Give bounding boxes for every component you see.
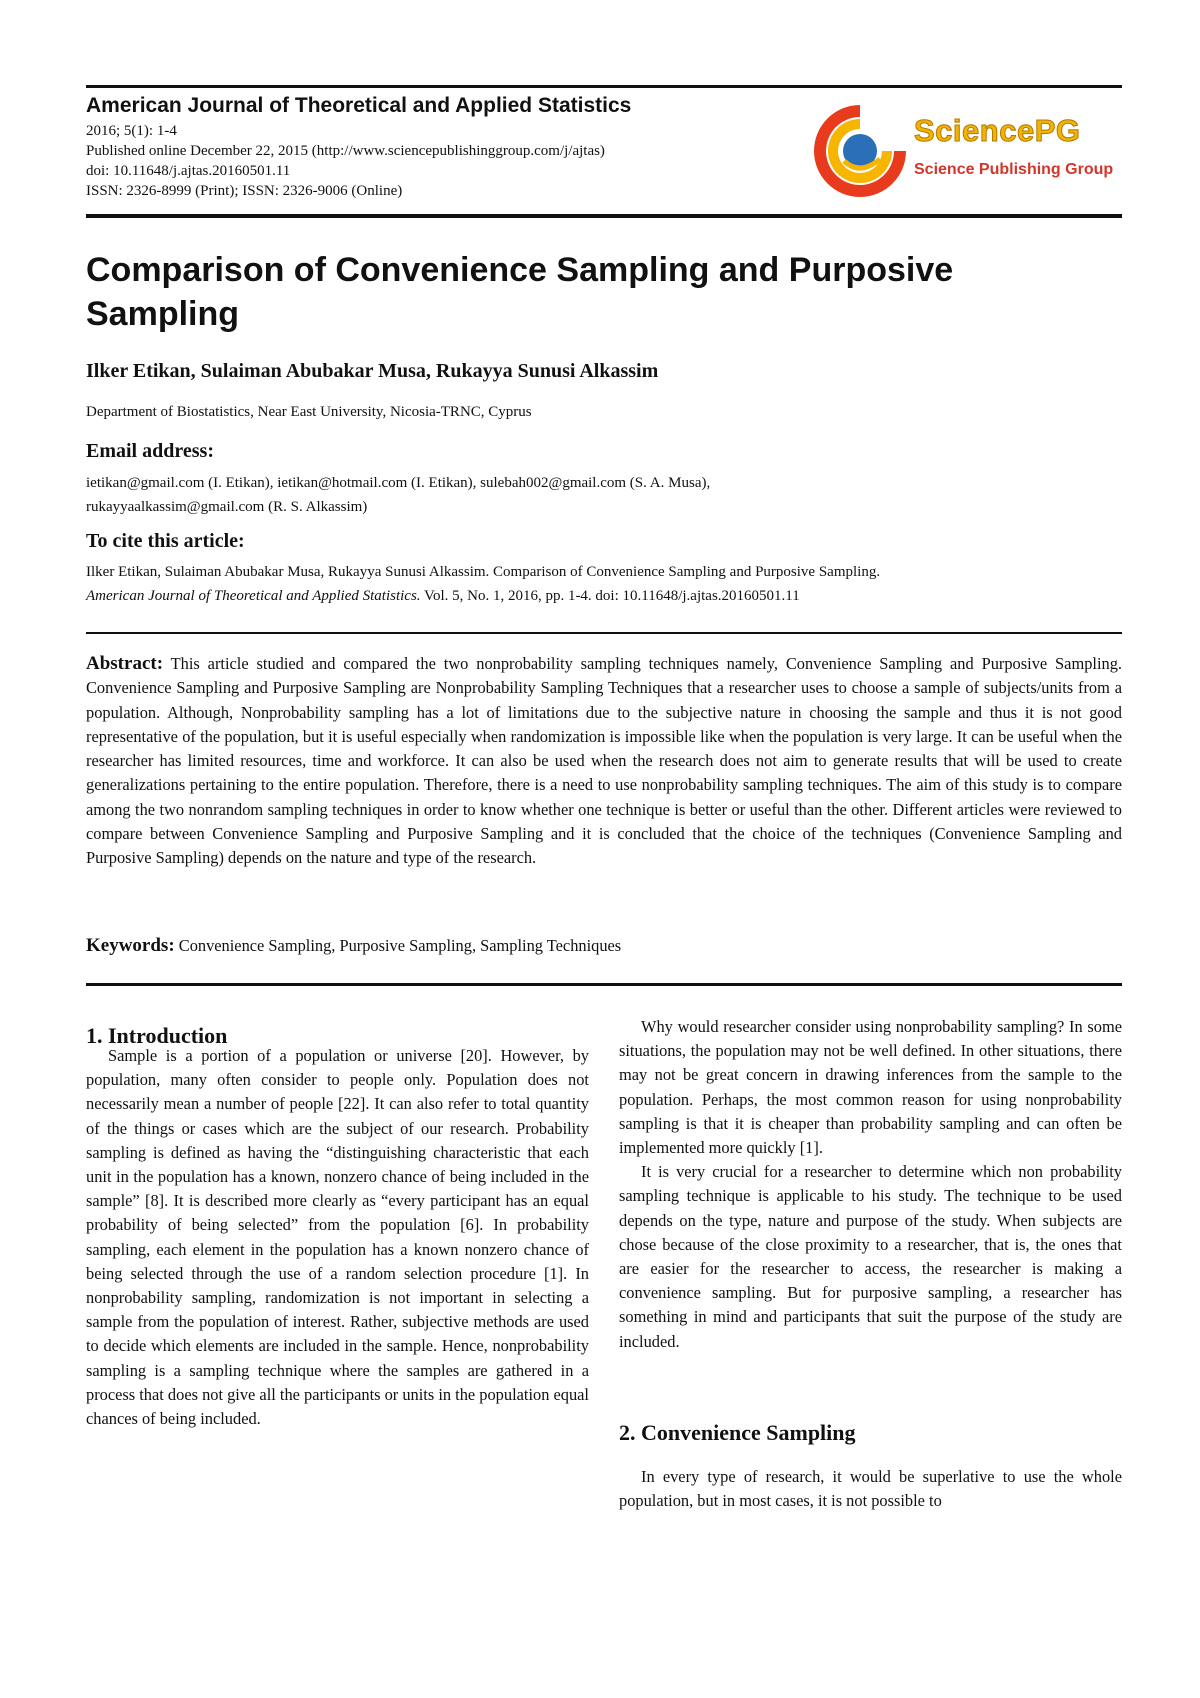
paragraph: Sample is a portion of a population or universe [20]. However, by population, many often consider to people only. Population does not necessarily mean a number of people [22]. It can also refer to total quantity of the things or cases which are the subject of our research. Probability sampling is defined as having the “distinguishing characteristic that each unit in the population has a known, nonzero chance of being included in the sample” [8]. It is described more clearly as “every participant has an equal probability of being selected” from the population [6]. In probability sampling, each element in the population has a known nonzero chance of being selected through the use of a random selection procedure [1]. In nonprobability sampling, randomization is not important in selecting a sample from the population of interest. Rather, subjective methods are used to decide which elements are included in the sample. Hence, nonprobability sampling is a sampling technique where the samples are gathered in a process that does not give all the participants or units in the population equal chances of being included. <box>86 1046 589 1429</box>
paper-page <box>86 0 1122 1698</box>
section-heading-introduction: 1. Introduction <box>86 1023 228 1048</box>
meta-doi: doi: 10.11648/j.ajtas.20160501.11 <box>86 163 291 179</box>
journal-name: American Journal of Theoretical and Applied Statistics <box>86 94 632 117</box>
meta-volume: 2016; 5(1): 1-4 <box>86 123 177 139</box>
abstract-top-rule <box>86 632 1122 634</box>
meta-issn: ISSN: 2326-8999 (Print); ISSN: 2326-9006 (Online) <box>86 183 403 199</box>
right-column <box>619 1015 1122 1354</box>
abstract-label: Abstract: <box>86 653 164 674</box>
logo-wordmark: SciencePG <box>914 113 1081 148</box>
keywords-label: Keywords: <box>86 935 175 956</box>
title-line: Sampling <box>86 295 240 333</box>
article-title <box>86 248 1086 336</box>
abstract-bottom-rule <box>86 983 1122 986</box>
abstract <box>86 652 1122 871</box>
left-column <box>86 1044 589 1431</box>
email-line: ietikan@gmail.com (I. Etikan), ietikan@hotmail.com (I. Etikan), sulebah002@gmail.com (S. A. Musa), <box>86 475 711 491</box>
title-line: Comparison of Convenience Sampling and Purposive <box>86 251 954 289</box>
abstract-text: This article studied and compared the two nonprobability sampling techniques namely, Convenience Sampling and Purposive Sampling. Convenience Sampling and Purposive Sampling are Nonprobability Sampling Techniques that a researcher uses to choose a sample of subjects/units from a population. Although, Nonprobability sampling has a lot of limitations due to the subjective nature in choosing the sample and thus it is not good representative of the population, but it is useful especially when randomization is impossible like when the population is very large. It can be useful when the researcher has limited resources, time and workforce. It can also be used when the research does not aim to generate results that will be used to create generalizations pertaining to the entire population. Therefore, there is a need to use nonprobability sampling techniques. The aim of this study is to compare among the two nonrandom sampling techniques in order to know whether one technique is better or useful than the other. Different articles were reviewed to compare between Convenience Sampling and Purposive Sampling and it is concluded that the choice of the techniques (Convenience Sampling and Purposive Sampling) depends on the nature and type of the research. <box>86 654 1122 868</box>
citation-details: Vol. 5, No. 1, 2016, pp. 1-4. doi: 10.11648/j.ajtas.20160501.11 <box>420 588 800 604</box>
authors: Ilker Etikan, Sulaiman Abubakar Musa, Rukayya Sunusi Alkassim <box>86 360 659 382</box>
citation-journal: American Journal of Theoretical and Applied Statistics. <box>86 588 421 604</box>
cite-heading: To cite this article: <box>86 530 245 552</box>
section-heading-convenience-sampling: 2. Convenience Sampling <box>619 1420 856 1445</box>
header-top-rule <box>86 85 1122 88</box>
citation <box>86 560 1122 608</box>
meta-published: Published online December 22, 2015 (http://www.sciencepublishinggroup.com/j/ajtas) <box>86 143 605 159</box>
keywords-text: Convenience Sampling, Purposive Sampling, Sampling Techniques <box>178 936 622 955</box>
paragraph: It is very crucial for a researcher to determine which non probability sampling technique is applicable to his study. The technique to be used depends on the type, nature and purpose of the study. When subjects are chose because of the close proximity to a researcher, that is, the ones that are easier for the researcher to access, the researcher is making a convenience sampling. But for purposive sampling, a researcher has something in mind and participants that suit the purpose of the study are included. <box>619 1162 1122 1351</box>
logo-emblem-icon <box>810 101 910 201</box>
keywords <box>86 935 1122 957</box>
affiliation: Department of Biostatistics, Near East University, Nicosia-TRNC, Cyprus <box>86 404 532 420</box>
citation-line: Ilker Etikan, Sulaiman Abubakar Musa, Rukayya Sunusi Alkassim. Comparison of Convenience Sampling and Purposive Sampling. <box>86 564 881 580</box>
logo-subtitle: Science Publishing Group <box>914 161 1114 178</box>
email-addresses <box>86 471 1122 519</box>
header-bottom-rule <box>86 214 1122 218</box>
email-line: rukayyaalkassim@gmail.com (R. S. Alkassim) <box>86 499 368 515</box>
publisher-logo <box>810 95 1122 205</box>
email-heading: Email address: <box>86 440 214 462</box>
citation-line <box>86 584 1122 608</box>
journal-meta <box>86 121 846 201</box>
paragraph: Why would researcher consider using nonprobability sampling? In some situations, the population may not be well defined. In other situations, there may not be great concern in drawing inferences from the sample to the population. Perhaps, the most common reason for using nonprobability sampling is that it is cheaper than probability sampling and can often be implemented more quickly [1]. <box>619 1017 1122 1158</box>
paragraph: In every type of research, it would be superlative to use the whole population, but in most cases, it is not possible to <box>619 1467 1122 1511</box>
right-column-section2 <box>619 1465 1122 1513</box>
